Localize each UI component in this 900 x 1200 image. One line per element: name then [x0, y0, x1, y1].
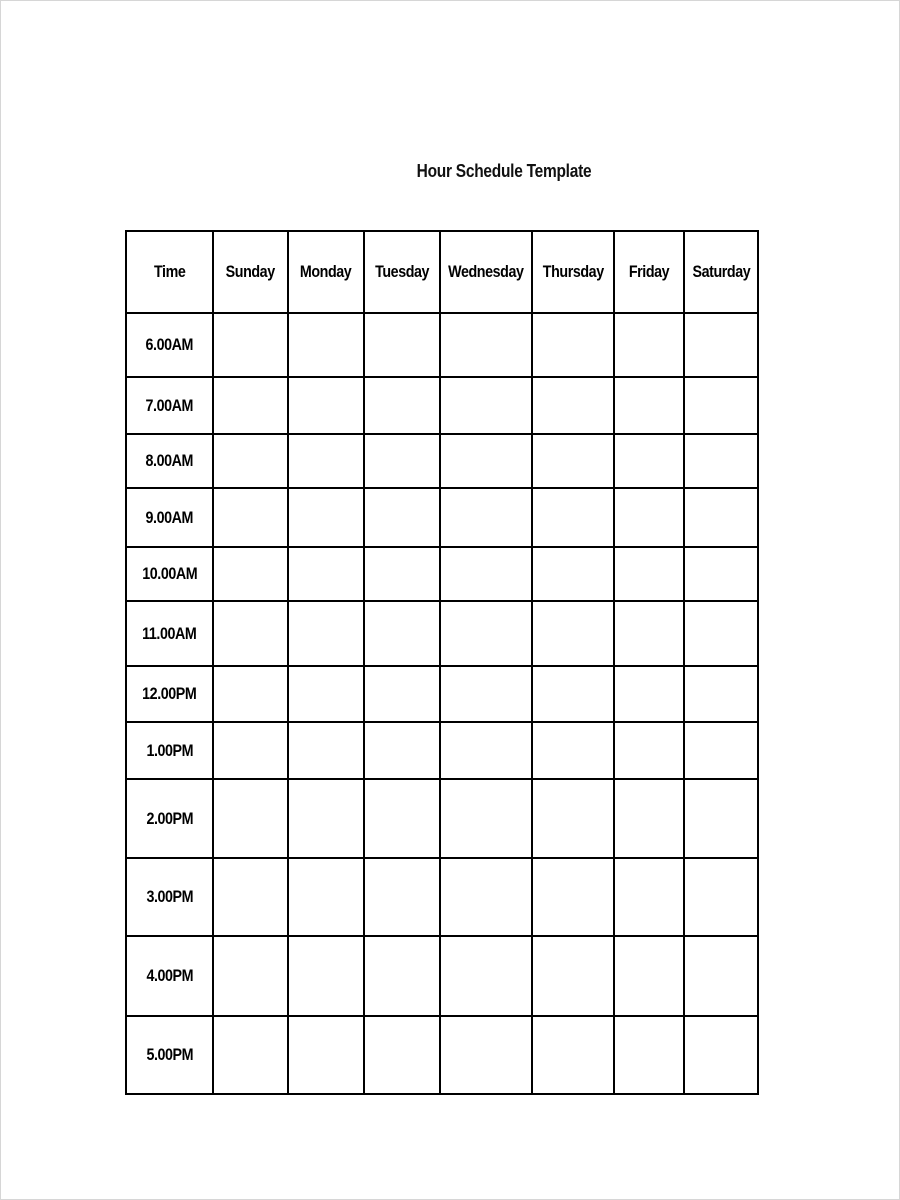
- column-header-sunday: Sunday: [213, 231, 288, 313]
- schedule-cell-monday[interactable]: [288, 488, 364, 547]
- column-header-saturday: Saturday: [684, 231, 758, 313]
- time-label: 2.00PM: [146, 808, 193, 828]
- schedule-cell-friday[interactable]: [614, 547, 684, 601]
- schedule-cell-tuesday[interactable]: [364, 601, 440, 666]
- schedule-cell-friday[interactable]: [614, 858, 684, 936]
- schedule-cell-sunday[interactable]: [213, 313, 288, 377]
- header-row: [126, 231, 758, 313]
- schedule-cell-monday[interactable]: [288, 434, 364, 488]
- table-row: [126, 1016, 758, 1094]
- schedule-cell-monday[interactable]: [288, 936, 364, 1016]
- schedule-cell-monday[interactable]: [288, 601, 364, 666]
- time-cell: [126, 434, 213, 488]
- schedule-cell-sunday[interactable]: [213, 547, 288, 601]
- page-title: Hour Schedule Template: [416, 161, 592, 181]
- schedule-cell-saturday[interactable]: [684, 666, 758, 722]
- schedule-cell-sunday[interactable]: [213, 434, 288, 488]
- table-row: [126, 722, 758, 779]
- schedule-cell-friday[interactable]: [614, 779, 684, 858]
- time-label: 1.00PM: [146, 740, 193, 760]
- time-cell: [126, 601, 213, 666]
- schedule-cell-monday[interactable]: [288, 666, 364, 722]
- schedule-cell-wednesday[interactable]: [440, 377, 532, 434]
- schedule-cell-monday[interactable]: [288, 1016, 364, 1094]
- schedule-cell-sunday[interactable]: [213, 601, 288, 666]
- schedule-cell-tuesday[interactable]: [364, 547, 440, 601]
- time-label: 4.00PM: [146, 966, 193, 985]
- time-cell: [126, 858, 213, 936]
- time-label: 9.00AM: [145, 507, 194, 527]
- time-label: 6.00AM: [145, 335, 194, 354]
- schedule-cell-sunday[interactable]: [213, 858, 288, 936]
- table-row: [126, 858, 758, 936]
- schedule-cell-tuesday[interactable]: [364, 434, 440, 488]
- schedule-cell-tuesday[interactable]: [364, 936, 440, 1016]
- time-cell: [126, 488, 213, 547]
- schedule-cell-thursday[interactable]: [532, 313, 614, 377]
- schedule-cell-wednesday[interactable]: [440, 936, 532, 1016]
- schedule-cell-saturday[interactable]: [684, 936, 758, 1016]
- time-label: 10.00AM: [141, 564, 197, 583]
- schedule-cell-wednesday[interactable]: [440, 488, 532, 547]
- schedule-cell-tuesday[interactable]: [364, 377, 440, 434]
- schedule-cell-saturday[interactable]: [684, 434, 758, 488]
- schedule-cell-monday[interactable]: [288, 313, 364, 377]
- schedule-cell-thursday[interactable]: [532, 601, 614, 666]
- schedule-cell-saturday[interactable]: [684, 601, 758, 666]
- column-header-wednesday: Wednesday: [440, 231, 532, 313]
- schedule-cell-tuesday[interactable]: [364, 779, 440, 858]
- schedule-cell-saturday[interactable]: [684, 377, 758, 434]
- table-row: [126, 666, 758, 722]
- schedule-cell-thursday[interactable]: [532, 1016, 614, 1094]
- time-cell: [126, 936, 213, 1016]
- schedule-cell-thursday[interactable]: [532, 858, 614, 936]
- schedule-cell-monday[interactable]: [288, 722, 364, 779]
- schedule-cell-monday[interactable]: [288, 377, 364, 434]
- schedule-cell-thursday[interactable]: [532, 722, 614, 779]
- schedule-cell-sunday[interactable]: [213, 936, 288, 1016]
- schedule-cell-thursday[interactable]: [532, 666, 614, 722]
- schedule-cell-thursday[interactable]: [532, 434, 614, 488]
- schedule-cell-friday[interactable]: [614, 488, 684, 547]
- schedule-cell-wednesday[interactable]: [440, 722, 532, 779]
- schedule-cell-sunday[interactable]: [213, 377, 288, 434]
- time-cell: [126, 666, 213, 722]
- table-row: [126, 377, 758, 434]
- schedule-cell-wednesday[interactable]: [440, 1016, 532, 1094]
- schedule-cell-wednesday[interactable]: [440, 601, 532, 666]
- schedule-cell-tuesday[interactable]: [364, 666, 440, 722]
- schedule-cell-tuesday[interactable]: [364, 313, 440, 377]
- time-cell: [126, 377, 213, 434]
- table-row: [126, 434, 758, 488]
- schedule-cell-saturday[interactable]: [684, 488, 758, 547]
- table-row: [126, 488, 758, 547]
- column-header-thursday: Thursday: [532, 231, 614, 313]
- time-cell: [126, 313, 213, 377]
- schedule-cell-friday[interactable]: [614, 666, 684, 722]
- schedule-cell-wednesday[interactable]: [440, 858, 532, 936]
- schedule-cell-wednesday[interactable]: [440, 666, 532, 722]
- schedule-cell-thursday[interactable]: [532, 377, 614, 434]
- schedule-cell-friday[interactable]: [614, 936, 684, 1016]
- schedule-cell-sunday[interactable]: [213, 666, 288, 722]
- schedule-cell-wednesday[interactable]: [440, 434, 532, 488]
- schedule-cell-saturday[interactable]: [684, 313, 758, 377]
- schedule-cell-friday[interactable]: [614, 313, 684, 377]
- schedule-cell-wednesday[interactable]: [440, 547, 532, 601]
- column-header-friday: Friday: [614, 231, 684, 313]
- table-row: [126, 313, 758, 377]
- table-row: [126, 601, 758, 666]
- schedule-cell-friday[interactable]: [614, 377, 684, 434]
- schedule-cell-monday[interactable]: [288, 547, 364, 601]
- time-label: 11.00AM: [142, 623, 197, 643]
- schedule-cell-tuesday[interactable]: [364, 488, 440, 547]
- schedule-table: [125, 230, 759, 1095]
- schedule-cell-friday[interactable]: [614, 601, 684, 666]
- time-cell: [126, 779, 213, 858]
- table-row: [126, 779, 758, 858]
- schedule-cell-tuesday[interactable]: [364, 858, 440, 936]
- time-label: 7.00AM: [145, 395, 194, 415]
- time-label: 8.00AM: [145, 451, 194, 470]
- schedule-cell-saturday[interactable]: [684, 779, 758, 858]
- schedule-cell-monday[interactable]: [288, 858, 364, 936]
- schedule-cell-sunday[interactable]: [213, 779, 288, 858]
- time-cell: [126, 722, 213, 779]
- column-header-tuesday: Tuesday: [364, 231, 440, 313]
- schedule-cell-sunday[interactable]: [213, 1016, 288, 1094]
- column-header-time: Time: [126, 231, 213, 313]
- schedule-cell-saturday[interactable]: [684, 722, 758, 779]
- schedule-cell-wednesday[interactable]: [440, 779, 532, 858]
- schedule-cell-saturday[interactable]: [684, 1016, 758, 1094]
- table-row: [126, 547, 758, 601]
- schedule-cell-thursday[interactable]: [532, 488, 614, 547]
- schedule-cell-tuesday[interactable]: [364, 1016, 440, 1094]
- schedule-cell-sunday[interactable]: [213, 722, 288, 779]
- schedule-cell-thursday[interactable]: [532, 936, 614, 1016]
- time-label: 3.00PM: [146, 887, 193, 906]
- table-row: [126, 936, 758, 1016]
- time-cell: [126, 1016, 213, 1094]
- schedule-cell-saturday[interactable]: [684, 547, 758, 601]
- schedule-cell-thursday[interactable]: [532, 779, 614, 858]
- time-label: 5.00PM: [146, 1045, 193, 1064]
- schedule-cell-friday[interactable]: [614, 434, 684, 488]
- time-label: 12.00PM: [142, 684, 197, 703]
- schedule-cell-friday[interactable]: [614, 1016, 684, 1094]
- schedule-cell-thursday[interactable]: [532, 547, 614, 601]
- column-header-monday: Monday: [288, 231, 364, 313]
- schedule-cell-monday[interactable]: [288, 779, 364, 858]
- time-cell: [126, 547, 213, 601]
- schedule-cell-wednesday[interactable]: [440, 313, 532, 377]
- schedule-cell-saturday[interactable]: [684, 858, 758, 936]
- schedule-cell-tuesday[interactable]: [364, 722, 440, 779]
- schedule-cell-friday[interactable]: [614, 722, 684, 779]
- schedule-cell-sunday[interactable]: [213, 488, 288, 547]
